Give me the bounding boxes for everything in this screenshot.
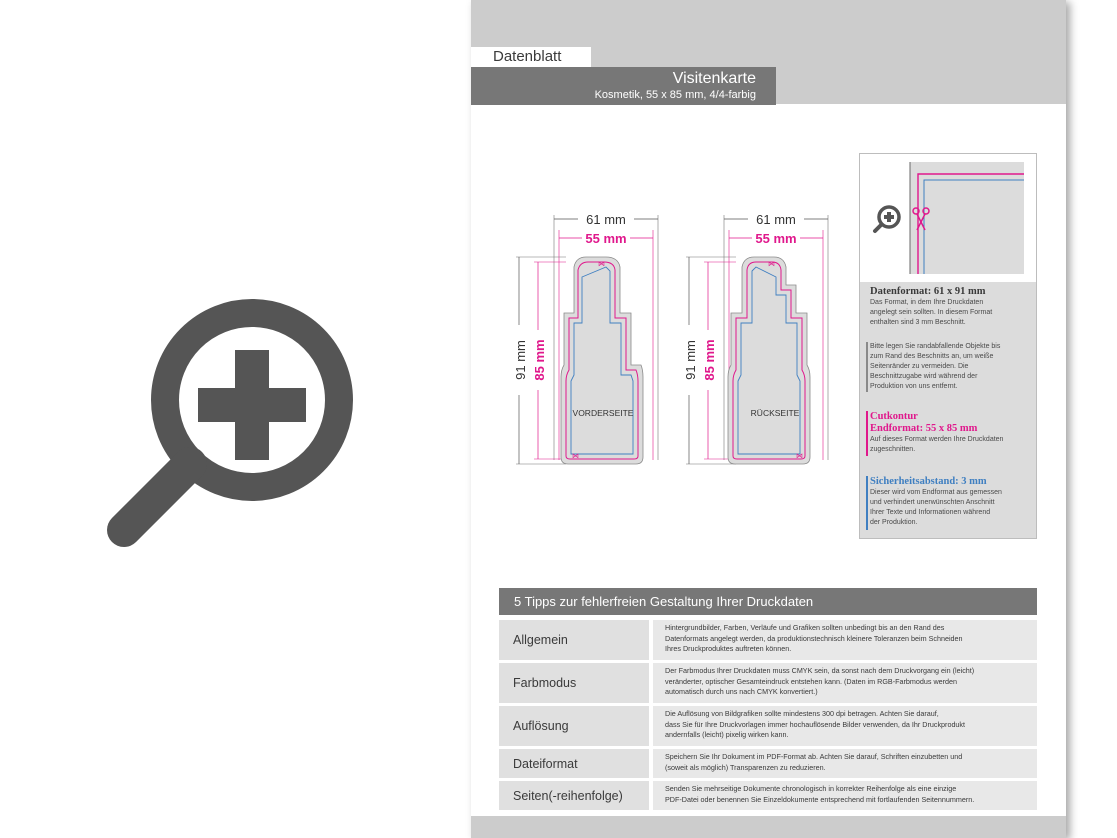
front-side-label: VORDERSEITE bbox=[572, 408, 634, 418]
back-side-label: RÜCKSEITE bbox=[750, 408, 800, 418]
tip-row-farbmodus bbox=[499, 663, 1037, 703]
data-format-line: angelegt sein sollten. In diesem Format bbox=[870, 309, 993, 316]
tip-label: Allgemein bbox=[499, 620, 649, 660]
tip-row-dateiformat bbox=[499, 749, 1037, 778]
tip-label: Farbmodus bbox=[499, 663, 649, 703]
data-format-section bbox=[870, 286, 1030, 328]
back-height-inner: 85 mm bbox=[702, 339, 717, 381]
tip-line: automatisch durch uns nach CMYK konvertiert.) bbox=[665, 687, 818, 696]
bleed-line: zum Rand des Beschnitts an, um weiße bbox=[870, 353, 994, 360]
tip-line: Die Auflösung von Bildgrafiken sollte mindestens 300 dpi betragen. Achten Sie darauf, bbox=[665, 709, 939, 718]
data-format-line: Das Format, in dem Ihre Druckdaten bbox=[870, 299, 984, 306]
datenblatt-tab: Datenblatt bbox=[471, 47, 591, 67]
footer-band bbox=[471, 816, 1066, 838]
tip-line: Speichern Sie Ihr Dokument im PDF-Format ab. Achten Sie darauf, Schriften einzubetten und bbox=[665, 752, 963, 761]
cut-line: zugeschnitten. bbox=[870, 446, 916, 453]
tip-line: veränderter, optischer Gesamteindruck entstehen kann. (Daten im RGB-Farbmodus werden bbox=[665, 676, 958, 686]
svg-text:⋈: ⋈ bbox=[796, 453, 803, 460]
safety-line: und verhindert unerwünschten Anschnitt bbox=[870, 499, 995, 506]
safety-title: Sicherheitsabstand: 3 mm bbox=[870, 476, 987, 487]
tip-line: Senden Sie mehrseitige Dokumente chronologisch in korrekter Reihenfolge als eine einzige bbox=[665, 784, 957, 793]
safety-section bbox=[870, 476, 1030, 528]
tip-row-aufloesung bbox=[499, 706, 1037, 746]
svg-text:⋈: ⋈ bbox=[572, 453, 579, 460]
front-width-inner: 55 mm bbox=[585, 231, 627, 246]
back-width-outer: 61 mm bbox=[756, 212, 796, 227]
product-title-bar bbox=[471, 67, 776, 105]
end-format-title: Endformat: 55 x 85 mm bbox=[870, 423, 978, 434]
back-width-inner: 55 mm bbox=[755, 231, 797, 246]
product-subtitle: Kosmetik, 55 x 85 mm, 4/4-farbig bbox=[594, 89, 756, 101]
tip-line: Datenformats angelegt werden, da produktionstechnisch kleinere Toleranzen beim Schneiden bbox=[665, 633, 963, 643]
tip-text bbox=[653, 663, 1037, 703]
cut-contour-title: Cutkontur bbox=[870, 411, 918, 422]
safety-line: der Produktion. bbox=[870, 519, 918, 526]
datasheet-page bbox=[471, 0, 1066, 838]
front-height-inner: 85 mm bbox=[532, 339, 547, 381]
data-format-title: Datenformat: 61 x 91 mm bbox=[870, 286, 986, 297]
corner-preview bbox=[860, 154, 1036, 282]
cut-line: Auf dieses Format werden Ihre Druckdaten bbox=[870, 436, 1004, 443]
tip-row-seitenreihenfolge bbox=[499, 781, 1037, 810]
tip-line: PDF-Datei oder benennen Sie Einzeldokumente entsprechend mit fortlaufenden Seitennummern. bbox=[665, 794, 975, 804]
product-title: Visitenkarte bbox=[672, 70, 756, 87]
tip-line: Hintergrundbilder, Farben, Verläufe und Grafiken sollten unbedingt bis an den Rand des bbox=[665, 623, 945, 632]
svg-text:⋈: ⋈ bbox=[768, 261, 775, 268]
tip-row-allgemein bbox=[499, 620, 1037, 660]
back-height-outer: 91 mm bbox=[683, 340, 698, 380]
back-drawing bbox=[683, 212, 828, 464]
tips-header: 5 Tipps zur fehlerfreien Gestaltung Ihrer Druckdaten bbox=[499, 588, 1037, 615]
front-width-outer: 61 mm bbox=[586, 212, 626, 227]
svg-text:⋈: ⋈ bbox=[598, 261, 605, 268]
format-info-box bbox=[859, 153, 1037, 539]
format-drawings bbox=[506, 205, 846, 475]
tip-line: Ihres Druckproduktes auftreten können. bbox=[665, 644, 792, 653]
safety-line: Ihrer Texte und Informationen während bbox=[870, 509, 991, 516]
tip-label: Dateiformat bbox=[499, 749, 649, 778]
bleed-line: Seitenränder zu vermeiden. Die bbox=[870, 363, 969, 370]
zoom-in-icon[interactable] bbox=[100, 250, 365, 550]
bleed-section bbox=[870, 342, 1030, 392]
safety-line: Dieser wird vom Endformat aus gemessen bbox=[870, 489, 1002, 496]
tip-text bbox=[653, 749, 1037, 778]
tip-line: dass Sie für Ihre Druckvorlagen immer hochauflösende Bilder verwenden, da Ihr Druckprodukt bbox=[665, 719, 966, 729]
tip-line: (soweit als möglich) Transparenzen zu reduzieren. bbox=[665, 762, 826, 772]
front-height-outer: 91 mm bbox=[513, 340, 528, 380]
bleed-line: Bitte legen Sie randabfallende Objekte bis bbox=[870, 343, 1001, 350]
cut-contour-section bbox=[870, 411, 1030, 455]
data-format-line: enthalten sind 3 mm Beschnitt. bbox=[870, 319, 966, 326]
tip-text bbox=[653, 781, 1037, 810]
bleed-line: Produktion von uns entfernt. bbox=[870, 383, 958, 390]
tip-text bbox=[653, 706, 1037, 746]
front-drawing bbox=[513, 212, 658, 464]
tip-text bbox=[653, 620, 1037, 660]
tip-label: Auflösung bbox=[499, 706, 649, 746]
tip-line: Der Farbmodus Ihrer Druckdaten muss CMYK sein, da sonst nach dem Druckvorgang ein (leicht) bbox=[665, 666, 975, 675]
bleed-line: Beschnittzugabe wird während der bbox=[870, 373, 978, 380]
tip-label: Seiten(-reihenfolge) bbox=[499, 781, 649, 810]
tip-line: andernfalls (leicht) pixelig wirken kann. bbox=[665, 730, 789, 739]
